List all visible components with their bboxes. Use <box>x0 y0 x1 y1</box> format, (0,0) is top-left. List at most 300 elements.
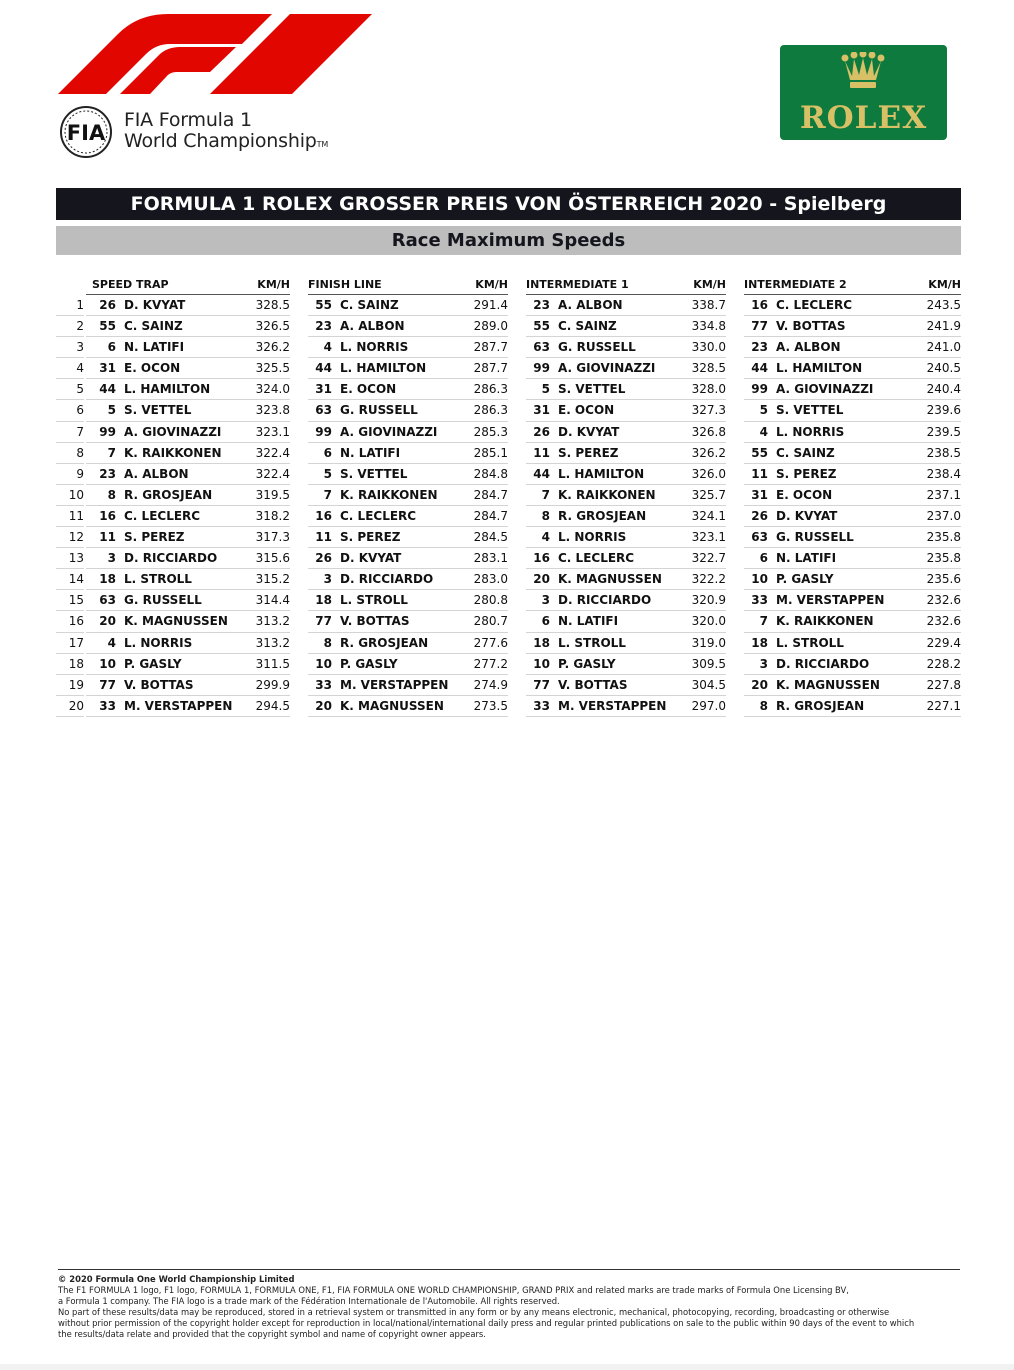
car-number: 11 <box>533 445 550 460</box>
speed-value: 324.0 <box>255 382 290 397</box>
table-row <box>744 295 961 316</box>
car-number: 6 <box>759 551 768 566</box>
speed-value: 232.6 <box>926 593 961 608</box>
table-row <box>744 464 961 485</box>
driver-name: A. ALBON <box>776 340 841 355</box>
speed-value: 313.2 <box>255 614 290 629</box>
page-edge <box>0 1364 1014 1370</box>
table-row <box>526 548 726 569</box>
speed-value: 328.5 <box>691 361 726 376</box>
speed-value: 235.6 <box>926 572 961 587</box>
unit-label: KM/H <box>693 278 726 291</box>
table-row <box>308 590 508 611</box>
driver-name: A. GIOVINAZZI <box>776 382 874 397</box>
driver-name: P. GASLY <box>776 572 834 587</box>
speed-value: 228.2 <box>926 656 961 671</box>
car-number: 3 <box>541 593 550 608</box>
table-row <box>308 485 508 506</box>
driver-name: G. RUSSELL <box>124 593 202 608</box>
speed-value: 304.5 <box>691 677 726 692</box>
car-number: 77 <box>315 614 332 629</box>
driver-name: V. BOTTAS <box>340 614 410 629</box>
car-number: 20 <box>315 698 332 713</box>
driver-name: N. LATIFI <box>124 340 185 355</box>
table-row <box>86 569 290 590</box>
copyright-footer <box>58 1269 960 1340</box>
speed-value: 237.1 <box>926 487 961 502</box>
position-cell: 9 <box>56 464 84 485</box>
car-number: 4 <box>107 635 116 650</box>
driver-name: S. VETTEL <box>124 403 192 418</box>
driver-name: L. HAMILTON <box>340 361 427 376</box>
car-number: 18 <box>533 635 550 650</box>
table-row <box>86 316 290 337</box>
speed-value: 235.8 <box>926 530 961 545</box>
page-title: FORMULA 1 ROLEX GROSSER PREIS VON ÖSTERREICH 2020 - Spielberg <box>56 188 961 220</box>
table-row <box>526 654 726 675</box>
table-row <box>86 358 290 379</box>
car-number: 26 <box>533 424 550 439</box>
car-number: 3 <box>107 551 116 566</box>
table-row <box>308 527 508 548</box>
speed-value: 309.5 <box>691 656 726 671</box>
car-number: 4 <box>541 530 550 545</box>
section-header <box>86 276 290 295</box>
rolex-wordmark: ROLEX <box>799 100 928 136</box>
table-row <box>308 633 508 654</box>
car-number: 16 <box>751 298 768 312</box>
table-row <box>86 654 290 675</box>
table-row <box>86 464 290 485</box>
table-row <box>744 548 961 569</box>
table-row <box>526 527 726 548</box>
driver-name: C. SAINZ <box>124 319 183 334</box>
table-row <box>526 400 726 421</box>
copyright-title: © 2020 Formula One World Championship Limited <box>58 1274 295 1284</box>
driver-name: L. STROLL <box>558 635 626 650</box>
driver-name: S. VETTEL <box>776 403 844 418</box>
speed-value: 285.1 <box>473 445 508 460</box>
driver-name: K. RAIKKONEN <box>124 445 222 460</box>
table-row <box>308 316 508 337</box>
car-number: 31 <box>99 361 116 376</box>
table-row <box>308 379 508 400</box>
footer-line: The F1 FORMULA 1 logo, F1 logo, FORMULA 1, FORMULA ONE, F1, FIA FORMULA ONE WORLD CHAMPIONSHIP, GRAND PRIX and related marks are trade marks of Formula One Licensing BV, <box>58 1285 849 1295</box>
position-cell: 20 <box>56 696 84 717</box>
speed-value: 227.8 <box>926 677 961 692</box>
section-header <box>308 276 508 295</box>
car-number: 33 <box>315 677 332 692</box>
car-number: 8 <box>541 508 550 523</box>
table-row <box>744 590 961 611</box>
section-finish-line <box>308 276 508 717</box>
car-number: 16 <box>315 508 332 523</box>
table-row <box>526 464 726 485</box>
driver-name: E. OCON <box>124 361 181 376</box>
driver-name: L. HAMILTON <box>124 382 211 397</box>
driver-name: E. OCON <box>776 487 833 502</box>
speed-value: 294.5 <box>255 698 290 713</box>
driver-name: P. GASLY <box>340 656 398 671</box>
rolex-logo <box>780 45 947 140</box>
speed-value: 320.0 <box>691 614 726 629</box>
unit-label: KM/H <box>257 278 290 291</box>
table-row <box>744 527 961 548</box>
speed-value: 322.7 <box>691 551 726 566</box>
table-row <box>86 611 290 632</box>
speed-value: 283.1 <box>473 551 508 566</box>
unit-label: KM/H <box>475 278 508 291</box>
driver-name: M. VERSTAPPEN <box>340 677 449 692</box>
driver-name: C. LECLERC <box>340 508 417 523</box>
driver-name: K. MAGNUSSEN <box>558 572 662 587</box>
speed-value: 323.1 <box>691 530 726 545</box>
car-number: 7 <box>759 614 768 629</box>
car-number: 33 <box>751 593 768 608</box>
driver-name: P. GASLY <box>558 656 616 671</box>
car-number: 77 <box>99 677 116 692</box>
section-header <box>744 276 961 295</box>
speed-value: 291.4 <box>473 298 508 312</box>
table-row <box>308 696 508 717</box>
driver-name: C. LECLERC <box>558 551 635 566</box>
car-number: 55 <box>533 319 550 334</box>
speed-value: 314.4 <box>255 593 290 608</box>
speed-value: 315.2 <box>255 572 290 587</box>
driver-name: K. MAGNUSSEN <box>124 614 228 629</box>
driver-name: D. RICCIARDO <box>776 656 870 671</box>
table-row <box>308 295 508 316</box>
driver-name: K. RAIKKONEN <box>776 614 874 629</box>
car-number: 5 <box>323 466 332 481</box>
driver-name: L. NORRIS <box>776 424 845 439</box>
car-number: 31 <box>751 487 768 502</box>
speed-value: 284.7 <box>473 487 508 502</box>
position-cell: 10 <box>56 485 84 506</box>
car-number: 10 <box>751 572 768 587</box>
driver-name: D. RICCIARDO <box>558 593 652 608</box>
driver-name: V. BOTTAS <box>124 677 194 692</box>
speed-value: 280.8 <box>473 593 508 608</box>
speed-value: 243.5 <box>926 298 961 312</box>
table-row <box>86 633 290 654</box>
speed-value: 241.9 <box>926 319 961 334</box>
car-number: 26 <box>315 551 332 566</box>
position-cell: 6 <box>56 400 84 421</box>
driver-name: A. ALBON <box>558 298 623 312</box>
car-number: 31 <box>533 403 550 418</box>
table-row <box>86 675 290 696</box>
speed-value: 240.4 <box>926 382 961 397</box>
section-title: FINISH LINE <box>308 278 382 291</box>
car-number: 7 <box>541 487 550 502</box>
car-number: 63 <box>533 340 550 355</box>
crown-icon <box>841 52 885 92</box>
speed-value: 319.5 <box>255 487 290 502</box>
car-number: 4 <box>323 340 332 355</box>
speed-value: 325.7 <box>691 487 726 502</box>
driver-name: S. PEREZ <box>340 530 401 545</box>
driver-name: M. VERSTAPPEN <box>558 698 667 713</box>
speed-value: 240.5 <box>926 361 961 376</box>
car-number: 44 <box>315 361 332 376</box>
speed-value: 322.4 <box>255 445 290 460</box>
speed-value: 323.8 <box>255 403 290 418</box>
section-intermediate-1 <box>526 276 726 717</box>
driver-name: A. GIOVINAZZI <box>558 361 656 376</box>
car-number: 6 <box>107 340 116 355</box>
table-row <box>308 506 508 527</box>
speed-value: 287.7 <box>473 340 508 355</box>
driver-name: A. GIOVINAZZI <box>124 424 222 439</box>
car-number: 44 <box>533 466 550 481</box>
table-row <box>744 611 961 632</box>
speed-value: 238.4 <box>926 466 961 481</box>
speed-value: 328.0 <box>691 382 726 397</box>
car-number: 6 <box>323 445 332 460</box>
car-number: 16 <box>99 508 116 523</box>
driver-name: D. KVYAT <box>558 424 620 439</box>
driver-name: M. VERSTAPPEN <box>124 698 233 713</box>
driver-name: D. KVYAT <box>776 508 838 523</box>
table-row <box>744 633 961 654</box>
driver-name: A. GIOVINAZZI <box>340 424 438 439</box>
table-row <box>526 379 726 400</box>
speed-value: 297.0 <box>691 698 726 713</box>
car-number: 77 <box>533 677 550 692</box>
table-row <box>526 295 726 316</box>
car-number: 11 <box>751 466 768 481</box>
table-row <box>526 569 726 590</box>
driver-name: D. KVYAT <box>340 551 402 566</box>
car-number: 44 <box>99 382 116 397</box>
driver-name: A. ALBON <box>124 466 189 481</box>
speed-value: 319.0 <box>691 635 726 650</box>
table-row <box>744 422 961 443</box>
driver-name: C. LECLERC <box>124 508 201 523</box>
position-column <box>56 295 84 717</box>
driver-name: S. PEREZ <box>124 530 185 545</box>
car-number: 3 <box>323 572 332 587</box>
speed-value: 241.0 <box>926 340 961 355</box>
table-row <box>526 506 726 527</box>
car-number: 77 <box>751 319 768 334</box>
table-row <box>86 548 290 569</box>
position-cell: 5 <box>56 379 84 400</box>
table-row <box>86 696 290 717</box>
car-number: 16 <box>533 551 550 566</box>
f1-logo <box>58 14 372 94</box>
driver-name: L. NORRIS <box>340 340 409 355</box>
driver-name: L. NORRIS <box>558 530 627 545</box>
table-row <box>744 675 961 696</box>
fia-wordmark <box>124 110 328 155</box>
speed-value: 322.4 <box>255 466 290 481</box>
speed-value: 322.2 <box>691 572 726 587</box>
table-row <box>744 506 961 527</box>
car-number: 8 <box>323 635 332 650</box>
table-row <box>744 696 961 717</box>
speed-value: 327.3 <box>691 403 726 418</box>
driver-name: K. RAIKKONEN <box>558 487 656 502</box>
table-row <box>308 400 508 421</box>
car-number: 99 <box>533 361 550 376</box>
car-number: 26 <box>751 508 768 523</box>
fia-tm: TM <box>316 139 329 149</box>
car-number: 7 <box>323 487 332 502</box>
table-row <box>526 611 726 632</box>
speed-value: 239.6 <box>926 403 961 418</box>
speed-value: 239.5 <box>926 424 961 439</box>
footer-line: without prior permission of the copyright holder except for reproduction in local/national/international daily press and regular printed publications on sale to the public within 90 days of the event to which <box>58 1318 915 1328</box>
speed-value: 287.7 <box>473 361 508 376</box>
table-row <box>744 443 961 464</box>
car-number: 20 <box>99 614 116 629</box>
position-cell: 19 <box>56 675 84 696</box>
speed-value: 273.5 <box>473 698 508 713</box>
speed-value: 311.5 <box>255 656 290 671</box>
position-cell: 13 <box>56 548 84 569</box>
speed-value: 326.2 <box>691 445 726 460</box>
table-row <box>744 400 961 421</box>
page-subtitle: Race Maximum Speeds <box>56 226 961 255</box>
car-number: 8 <box>759 698 768 713</box>
table-row <box>744 569 961 590</box>
car-number: 20 <box>533 572 550 587</box>
section-header <box>526 276 726 295</box>
table-row <box>86 590 290 611</box>
section-title: INTERMEDIATE 1 <box>526 278 629 291</box>
table-row <box>744 358 961 379</box>
driver-name: G. RUSSELL <box>558 340 636 355</box>
car-number: 55 <box>751 445 768 460</box>
car-number: 10 <box>533 656 550 671</box>
speed-value: 326.5 <box>255 319 290 334</box>
driver-name: G. RUSSELL <box>340 403 418 418</box>
driver-name: C. LECLERC <box>776 298 853 312</box>
speed-value: 235.8 <box>926 551 961 566</box>
table-row <box>86 527 290 548</box>
car-number: 8 <box>107 487 116 502</box>
car-number: 23 <box>751 340 768 355</box>
footer-line: No part of these results/data may be reproduced, stored in a retrieval system or transmitted in any form or by any means electronic, mechanical, photocopying, recording, broadcasting or otherwise <box>58 1307 890 1317</box>
speed-value: 317.3 <box>255 530 290 545</box>
car-number: 99 <box>315 424 332 439</box>
car-number: 10 <box>315 656 332 671</box>
table-row <box>526 696 726 717</box>
table-row <box>308 654 508 675</box>
table-row <box>308 548 508 569</box>
fia-line2 <box>124 131 328 155</box>
car-number: 10 <box>99 656 116 671</box>
fia-line2-text: World Championship <box>124 129 317 152</box>
speed-value: 286.3 <box>473 403 508 418</box>
speed-value: 227.1 <box>926 698 961 713</box>
table-row <box>86 295 290 316</box>
position-cell: 4 <box>56 358 84 379</box>
position-cell: 11 <box>56 506 84 527</box>
position-cell: 17 <box>56 633 84 654</box>
table-row <box>308 675 508 696</box>
speed-value: 284.7 <box>473 508 508 523</box>
driver-name: P. GASLY <box>124 656 182 671</box>
driver-name: M. VERSTAPPEN <box>776 593 885 608</box>
speed-value: 315.6 <box>255 551 290 566</box>
car-number: 99 <box>99 424 116 439</box>
car-number: 33 <box>533 698 550 713</box>
speed-value: 338.7 <box>691 298 726 312</box>
speed-value: 330.0 <box>691 340 726 355</box>
car-number: 26 <box>99 298 116 312</box>
footer-line: the results/data relate and provided that the copyright symbol and name of copyright owner appears. <box>58 1329 486 1339</box>
car-number: 99 <box>751 382 768 397</box>
section-title: INTERMEDIATE 2 <box>744 278 847 291</box>
driver-name: A. ALBON <box>340 319 405 334</box>
car-number: 18 <box>751 635 768 650</box>
driver-name: R. GROSJEAN <box>124 487 213 502</box>
car-number: 20 <box>751 677 768 692</box>
table-row <box>526 633 726 654</box>
driver-name: S. VETTEL <box>340 466 408 481</box>
table-row <box>86 337 290 358</box>
driver-name: N. LATIFI <box>340 445 401 460</box>
driver-name: R. GROSJEAN <box>558 508 647 523</box>
speed-value: 334.8 <box>691 319 726 334</box>
car-number: 23 <box>99 466 116 481</box>
driver-name: D. RICCIARDO <box>340 572 434 587</box>
fia-badge-text: FIA <box>66 121 106 145</box>
speed-value: 229.4 <box>926 635 961 650</box>
car-number: 33 <box>99 698 116 713</box>
car-number: 5 <box>759 403 768 418</box>
car-number: 11 <box>99 530 116 545</box>
speed-value: 237.0 <box>926 508 961 523</box>
driver-name: S. VETTEL <box>558 382 626 397</box>
driver-name: C. SAINZ <box>558 319 617 334</box>
car-number: 11 <box>315 530 332 545</box>
table-row <box>86 422 290 443</box>
car-number: 63 <box>315 403 332 418</box>
table-row <box>744 379 961 400</box>
table-row <box>526 485 726 506</box>
driver-name: L. STROLL <box>124 572 192 587</box>
table-row <box>308 337 508 358</box>
table-row <box>744 485 961 506</box>
driver-name: L. NORRIS <box>124 635 193 650</box>
table-row <box>308 443 508 464</box>
unit-label: KM/H <box>928 278 961 291</box>
car-number: 5 <box>107 403 116 418</box>
car-number: 18 <box>99 572 116 587</box>
table-row <box>308 611 508 632</box>
driver-name: C. SAINZ <box>340 298 399 312</box>
driver-name: L. HAMILTON <box>558 466 645 481</box>
table-row <box>526 675 726 696</box>
position-cell: 8 <box>56 443 84 464</box>
fia-line1: FIA Formula 1 <box>124 108 252 131</box>
speed-value: 277.6 <box>473 635 508 650</box>
car-number: 6 <box>541 614 550 629</box>
speed-value: 238.5 <box>926 445 961 460</box>
table-row <box>744 654 961 675</box>
table-row <box>86 506 290 527</box>
driver-name: E. OCON <box>340 382 397 397</box>
driver-name: N. LATIFI <box>776 551 837 566</box>
position-cell: 18 <box>56 654 84 675</box>
driver-name: R. GROSJEAN <box>340 635 429 650</box>
speed-value: 274.9 <box>473 677 508 692</box>
table-row <box>526 590 726 611</box>
